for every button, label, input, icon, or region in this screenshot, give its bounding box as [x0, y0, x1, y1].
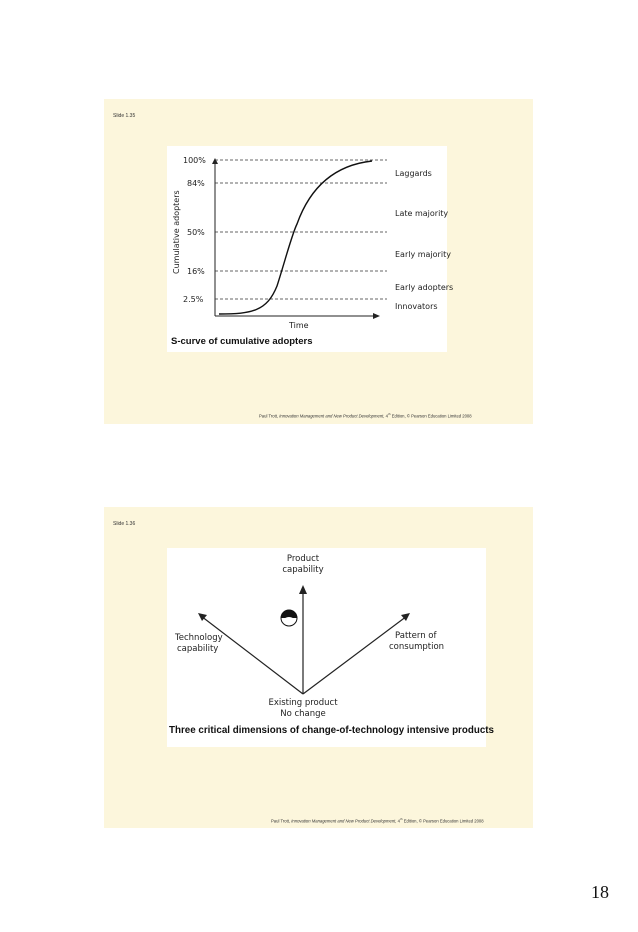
ytick-50: 50%: [187, 228, 205, 237]
slide-number: Slide 1.36: [113, 521, 136, 527]
slide-footer: [259, 412, 472, 418]
pattern-of-consumption-axis: [303, 616, 407, 694]
product-capability-arrowhead: [299, 585, 307, 594]
s-curve-chart: [167, 146, 454, 352]
footer-author: Paul Trott,: [259, 413, 279, 419]
slide-1-36: [104, 507, 533, 828]
category-innovators: Innovators: [395, 302, 438, 311]
slide-footer: [271, 817, 484, 823]
figure-caption: S-curve of cumulative adopters: [171, 336, 313, 347]
x-axis-label: Time: [289, 321, 309, 330]
s-curve-figure: [167, 146, 454, 352]
footer-edition-number: 4: [385, 413, 388, 419]
category-early-adopters: Early adopters: [395, 283, 454, 292]
product-label-line2: capability: [282, 565, 324, 575]
page-number: 18: [591, 882, 609, 902]
technology-label-line2: capability: [177, 644, 219, 654]
x-axis-arrow: [373, 313, 380, 319]
footer-edition-suffix: th: [388, 412, 391, 416]
product-label-line1: Product: [286, 554, 320, 564]
dimensions-figure: [167, 548, 494, 747]
footer-author: Paul Trott,: [271, 818, 291, 824]
y-axis-label: Cumulative adopters: [172, 190, 181, 274]
footer-edition-suffix: th: [400, 817, 403, 821]
consumption-label-line2: consumption: [389, 642, 445, 652]
ytick-84: 84%: [187, 179, 205, 188]
slide-1-35: [104, 99, 533, 424]
ytick-100: 100%: [183, 156, 206, 165]
footer-edition-text: Edition, © Pearson Education Limited 2008: [391, 413, 472, 419]
footer-book-title: Innovation Management and New Product Development,: [291, 818, 397, 824]
ytick-16: 16%: [187, 267, 205, 276]
footer-book-title: Innovation Management and New Product Development,: [279, 413, 385, 419]
footer-edition-text: Edition, © Pearson Education Limited 2008: [403, 818, 484, 824]
slide-number: Slide 1.35: [113, 113, 136, 119]
footer-edition-number: 4: [397, 818, 400, 824]
y-axis-arrow: [212, 158, 218, 164]
category-late-majority: Late majority: [395, 209, 449, 218]
category-early-majority: Early majority: [395, 250, 451, 259]
ball-marker-top: [281, 610, 297, 618]
existing-product-label-line2: No change: [280, 709, 326, 719]
consumption-label-line1: Pattern of: [395, 631, 437, 641]
technology-capability-axis: [201, 616, 303, 694]
dimensions-diagram: [167, 548, 494, 747]
ball-marker-highlight: [284, 617, 294, 623]
technology-label-line1: Technology: [175, 633, 223, 643]
existing-product-label-line1: Existing product: [268, 698, 338, 708]
category-laggards: Laggards: [395, 169, 432, 178]
ytick-2-5: 2.5%: [183, 295, 204, 304]
s-curve-line: [219, 161, 372, 314]
figure-caption: Three critical dimensions of change-of-technology intensive products: [169, 725, 494, 736]
